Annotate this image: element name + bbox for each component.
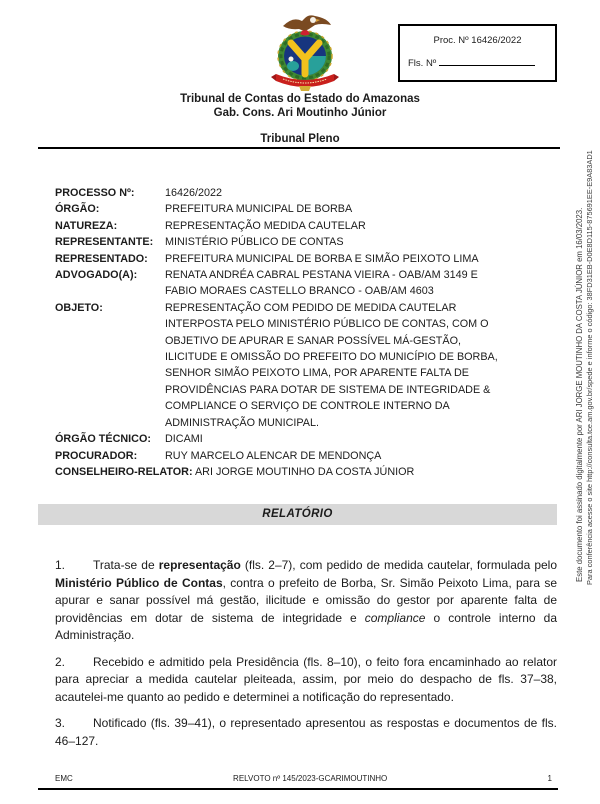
institution-name: Tribunal de Contas do Estado do Amazonas: [180, 93, 420, 105]
paragraph-text: Trata-se de: [93, 558, 159, 573]
process-number-stamp: Proc. Nº 16426/2022: [433, 35, 522, 46]
field-value-line: INTERPOSTA PELO MINISTÉRIO PÚBLICO DE CONTAS, COM O: [165, 318, 489, 331]
field-row-orgao-tecnico: [55, 431, 557, 447]
field-value: MINISTÉRIO PÚBLICO DE CONTAS: [165, 236, 344, 249]
paragraph-1: [55, 557, 557, 645]
field-row-natureza: [55, 218, 557, 234]
field-label: ÓRGÃO:: [55, 203, 100, 216]
field-value-line: RENATA ANDRÉA CABRAL PESTANA VIEIRA - OAB/AM 3149 E: [165, 269, 478, 282]
field-value: RUY MARCELO ALENCAR DE MENDONÇA: [165, 449, 382, 462]
document-header: [0, 0, 600, 180]
paragraph-number: 3.: [55, 716, 66, 731]
field-value: [165, 267, 557, 300]
field-value: 16426/2022: [165, 187, 223, 199]
field-value-line: SENHOR SIMÃO PEIXOTO LIMA, POR APARENTE FALTA DE: [165, 367, 469, 380]
case-fields: [55, 185, 557, 480]
field-row-advogado: [55, 267, 557, 300]
field-label: CONSELHEIRO-RELATOR:: [55, 465, 193, 478]
fls-blank-line: [439, 57, 535, 66]
field-label: REPRESENTADO:: [55, 252, 148, 265]
field-label: PROCURADOR:: [55, 449, 138, 462]
page-footer: [38, 774, 558, 790]
field-row-objeto: [55, 300, 557, 431]
fls-label: Fls. Nº: [408, 58, 437, 69]
paragraph-number: 2.: [55, 654, 66, 669]
field-label: ADVOGADO(A):: [55, 269, 138, 282]
field-label: OBJETO:: [55, 301, 103, 314]
footer-initials: EMC: [55, 774, 73, 783]
paragraph-3: [55, 715, 557, 750]
field-label: REPRESENTANTE:: [55, 236, 154, 249]
paragraph-text: o controle interno da Administração.: [55, 610, 557, 643]
field-value-line: ADMINISTRAÇÃO MUNICIPAL.: [165, 416, 319, 429]
paragraph-number: 1.: [55, 558, 66, 573]
field-value: PREFEITURA MUNICIPAL DE BORBA: [165, 203, 353, 216]
field-value: ARI JORGE MOUTINHO DA COSTA JÚNIOR: [194, 465, 415, 478]
field-value: DICAMI: [165, 433, 203, 446]
paragraph-text-italic: compliance: [364, 610, 426, 625]
process-stamp-box: [398, 24, 557, 82]
field-value: [165, 300, 557, 431]
field-row-representado: [55, 251, 557, 267]
field-row-orgao: [55, 201, 557, 217]
field-value-line: COMPLIANCE O SERVIÇO DE CONTROLE INTERNO DA: [165, 400, 450, 413]
paragraph-text-bold: Ministério Público de Contas: [55, 575, 223, 590]
field-label: ÓRGÃO TÉCNICO:: [55, 433, 151, 446]
field-value-line: REPRESENTAÇÃO COM PEDIDO DE MEDIDA CAUTELAR: [165, 301, 457, 314]
field-row-conselheiro-relator: [55, 464, 557, 480]
field-value-line: ILICITUDE E OMISSÃO DO PREFEITO DO MUNICÍPIO DE BORBA,: [165, 351, 498, 364]
field-value: REPRESENTAÇÃO MEDIDA CAUTELAR: [165, 219, 366, 232]
tce-amazonas-coat-of-arms-icon: [269, 13, 341, 91]
sheet-number-line: [408, 57, 547, 69]
field-label: NATUREZA:: [55, 219, 118, 232]
paragraph-text-bold: representação: [158, 558, 241, 573]
header-titles: [0, 92, 600, 145]
footer-page-number: 1: [547, 774, 552, 783]
chamber-name: Tribunal Pleno: [260, 133, 340, 145]
footer-document-reference: RELVOTO nº 145/2023-GCARIMOUTINHO: [233, 774, 388, 783]
signature-verification-code: Para conferência acesse o site http://consulta.tce.am.gov.br/spede e informe o código: 38FD31EB-D0E8D115-875691EE-E9A83AD1: [585, 150, 594, 585]
field-row-processo: [55, 185, 557, 201]
field-value: PREFEITURA MUNICIPAL DE BORBA E SIMÃO PEIXOTO LIMA: [165, 252, 479, 265]
field-row-representante: [55, 234, 557, 250]
field-row-procurador: [55, 448, 557, 464]
field-value-line: FABIO MORAES CASTELLO BRANCO - OAB/AM 4603: [165, 285, 434, 298]
field-label: PROCESSO Nº:: [55, 187, 135, 199]
field-value-line: OBJETIVO DE APURAR E SANAR POSSÍVEL MÁ-GESTÃO,: [165, 334, 461, 347]
paragraph-text: Recebido e admitido pela Presidência (fls. 8–10), o feito fora encaminhado ao relator para apreciar a medida cautelar pleiteada, assim, por meio do despacho de fls. 37–38, acautelei-me quanto ao pedido e determinei a notificação do representado.: [55, 654, 557, 704]
report-body: [55, 557, 557, 750]
paragraph-text: , contra o prefeito de Borba, Sr. Simão Peixoto Lima, para se apurar e sanar possível má gestão, ilicitude e omissão do gestor por aparente falta de providências em dotar de sistema de integridade e: [55, 575, 557, 625]
paragraph-text: (fls. 2–7), com pedido de medida cautelar, formulada pelo: [240, 558, 558, 573]
cabinet-name: Gab. Cons. Ari Moutinho Júnior: [213, 107, 387, 119]
digital-signature-note: Este documento foi assinado digitalmente por ARI JORGE MOUTINHO DA COSTA JÚNIOR em 16/03/2023.: [575, 207, 584, 582]
paragraph-text: Notificado (fls. 39–41), o representado apresentou as respostas e documentos de fls. 46–127.: [55, 716, 557, 748]
header-divider: [38, 147, 560, 149]
field-value-line: PROVIDÊNCIAS PARA DOTAR DE SISTEMA DE INTEGRIDADE &: [165, 383, 491, 396]
relatorio-section-header: RELATÓRIO: [38, 504, 557, 525]
paragraph-2: [55, 654, 557, 707]
